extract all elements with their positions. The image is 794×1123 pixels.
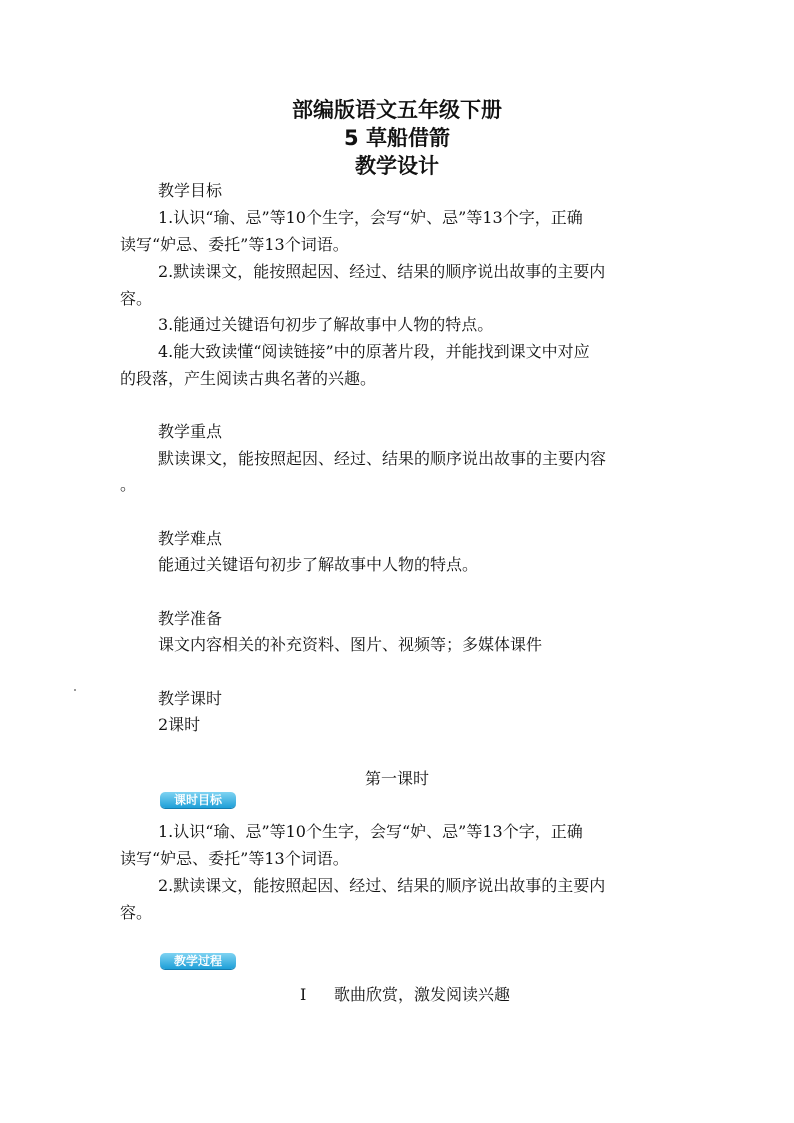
preparation-heading: 教学准备 bbox=[158, 609, 223, 628]
periods-heading: 教学课时 bbox=[158, 689, 223, 708]
objective-2-line-2: 容。 bbox=[120, 289, 153, 308]
key-points-line-2: 。 bbox=[120, 475, 137, 494]
objectives-heading: 教学目标 bbox=[158, 181, 223, 200]
difficulties-text: 能通过关键语句初步了解故事中人物的特点。 bbox=[158, 555, 479, 574]
section-title: 歌曲欣赏，激发阅读兴趣 bbox=[334, 985, 511, 1004]
key-points-heading: 教学重点 bbox=[158, 422, 223, 441]
key-points-line-1: 默读课文，能按照起因、经过、结果的顺序说出故事的主要内容 bbox=[158, 449, 607, 468]
stray-dot bbox=[74, 689, 76, 691]
objective-1-line-2: 读写“妒忌、委托”等13个词语。 bbox=[120, 235, 349, 254]
lesson-goal-1-line-1: 1.认识“瑜、忌”等10个生字，会写“妒、忌”等13个字，正确 bbox=[158, 822, 583, 841]
section-numeral: I bbox=[300, 985, 307, 1004]
objective-2-line-1: 2.默读课文，能按照起因、经过、结果的顺序说出故事的主要内 bbox=[158, 262, 606, 281]
objective-4-line-2: 的段落，产生阅读古典名著的兴趣。 bbox=[120, 369, 377, 388]
lesson-1-heading: 第一课时 bbox=[364, 769, 429, 788]
doc-title-lesson: 5 草船借箭 bbox=[344, 126, 450, 150]
objective-4-line-1: 4.能大致读懂“阅读链接”中的原著片段，并能找到课文中对应 bbox=[158, 342, 590, 361]
lesson-goals-badge: 课时目标 bbox=[160, 792, 236, 808]
objective-3: 3.能通过关键语句初步了解故事中人物的特点。 bbox=[158, 315, 494, 334]
periods-text: 2课时 bbox=[158, 715, 201, 734]
difficulties-heading: 教学难点 bbox=[158, 529, 223, 548]
objective-1-line-1: 1.认识“瑜、忌”等10个生字，会写“妒、忌”等13个字，正确 bbox=[158, 208, 583, 227]
teaching-process-badge: 教学过程 bbox=[160, 953, 236, 969]
doc-title-design: 教学设计 bbox=[355, 154, 439, 178]
preparation-text: 课文内容相关的补充资料、图片、视频等；多媒体课件 bbox=[158, 635, 543, 654]
doc-title-grade: 部编版语文五年级下册 bbox=[292, 98, 502, 122]
lesson-goal-1-line-2: 读写“妒忌、委托”等13个词语。 bbox=[120, 849, 349, 868]
lesson-goal-2-line-2: 容。 bbox=[120, 903, 153, 922]
lesson-goal-2-line-1: 2.默读课文，能按照起因、经过、结果的顺序说出故事的主要内 bbox=[158, 876, 606, 895]
